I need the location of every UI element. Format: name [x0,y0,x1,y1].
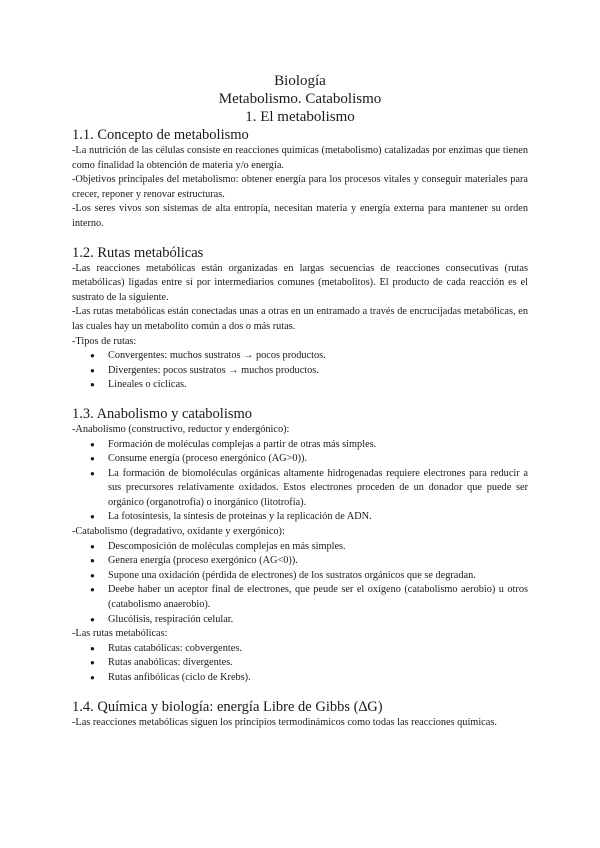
paragraph: -Las reacciones metabólicas están organizadas en largas secuencias de reacciones consecutivas (rutas metabólicas) ligadas entre sí por intermediarios comunes (metabolitos). El producto de cada reacción es el sustrato de la siguiente. [72,262,528,303]
list-item: ● Descomposición de moléculas complejas en más simples. [90,540,528,555]
paragraph: -Las rutas metabólicas están conectadas unas a otras en un entramado a través de encrucijadas metabólicas, en las cuales hay un metabolito común a dos o más rutas. [72,306,528,332]
list-item: ● Rutas anabólicas: divergentes. [90,656,528,671]
section-heading-1-2: 1.2. Rutas metabólicas [72,244,204,261]
paragraph: -Las rutas metabólicas: [72,628,168,640]
list-item: ● Divergentes: pocos sustratos → muchos productos. [90,364,528,379]
metabolic-routes-list [72,642,528,686]
list-item: ● La fotosíntesis, la síntesis de proteínas y la replicación de ADN. [90,510,528,525]
section-heading-1-1: 1.1. Concepto de metabolismo [72,127,249,143]
list-item: ● Convergentes: muchos sustratos → pocos productos. [90,349,528,364]
list-item: ● Formación de moléculas complejas a partir de otras más simples. [90,438,528,453]
list-item: ● Glucólisis, respiración celular. [90,613,528,628]
paragraph: -Objetivos principales del metabolismo: obtener energía para los procesos vitales y conseguir materiales para crecer, reponer y renovar estructuras. [72,174,528,200]
paragraph: -Tipos de rutas: [72,335,137,347]
list-item: ● Rutas catabólicas: cobvergentes. [90,642,528,657]
paragraph: -Anabolismo (constructivo, reductor y endergónico): [72,423,290,435]
list-item: ● Deebe haber un aceptor final de electrones, que peude ser el oxígeno (catabolismo aerobio) u otros (catabolismo anaerobio). [90,583,528,612]
subject-title: Biología [274,73,326,89]
paragraph: -Los seres vivos son sistemas de alta entropía, necesitan materia y energía externa para mantener su orden interno. [72,203,528,229]
list-item: ● Supone una oxidación (pérdida de electrones) de los sustratos orgánicos que se degradan. [90,569,528,584]
list-item: ● La formación de biomoléculas orgánicas altamente hidrogenadas requiere electrones para reducir a sus precursores relativamente oxidados. Estos electrones proceden de un donador que puede ser orgánico (organotrofía) o inorgánico (litotrofía). [90,467,528,511]
topic-title: Metabolismo. Catabolismo [218,91,382,107]
list-item: ● Genera energía (proceso exergónico (AG<0)). [90,554,528,569]
route-types-list [72,349,528,393]
section-heading-1-3: 1.3. Anabolismo y catabolismo [72,405,253,422]
chapter-title: 1. El metabolismo [245,109,355,125]
paragraph: -Las reacciones metabólicas siguen los principios termodinámicos como todas las reacciones químicas. [72,716,497,728]
paragraph: -Catabolismo (degradativo, oxidante y exergónico): [72,526,285,538]
section-heading-1-4: 1.4. Química y biología: energía Libre de Gibbs (∆G) [72,698,383,715]
document-page [72,70,528,730]
catabolism-list [72,540,528,628]
list-item: ● Consume energía (proceso energónico (AG>0)). [90,452,528,467]
list-item: ● Lineales o cíclicas. [90,378,528,393]
paragraph: -La nutrición de las células consiste en reacciones químicas (metabolismo) catalizadas por enzimas que tienen como finalidad la obtención de materia y/o energía. [72,145,528,171]
anabolism-list [72,438,528,526]
list-item: ● Rutas anfibólicas (ciclo de Krebs). [90,671,528,686]
